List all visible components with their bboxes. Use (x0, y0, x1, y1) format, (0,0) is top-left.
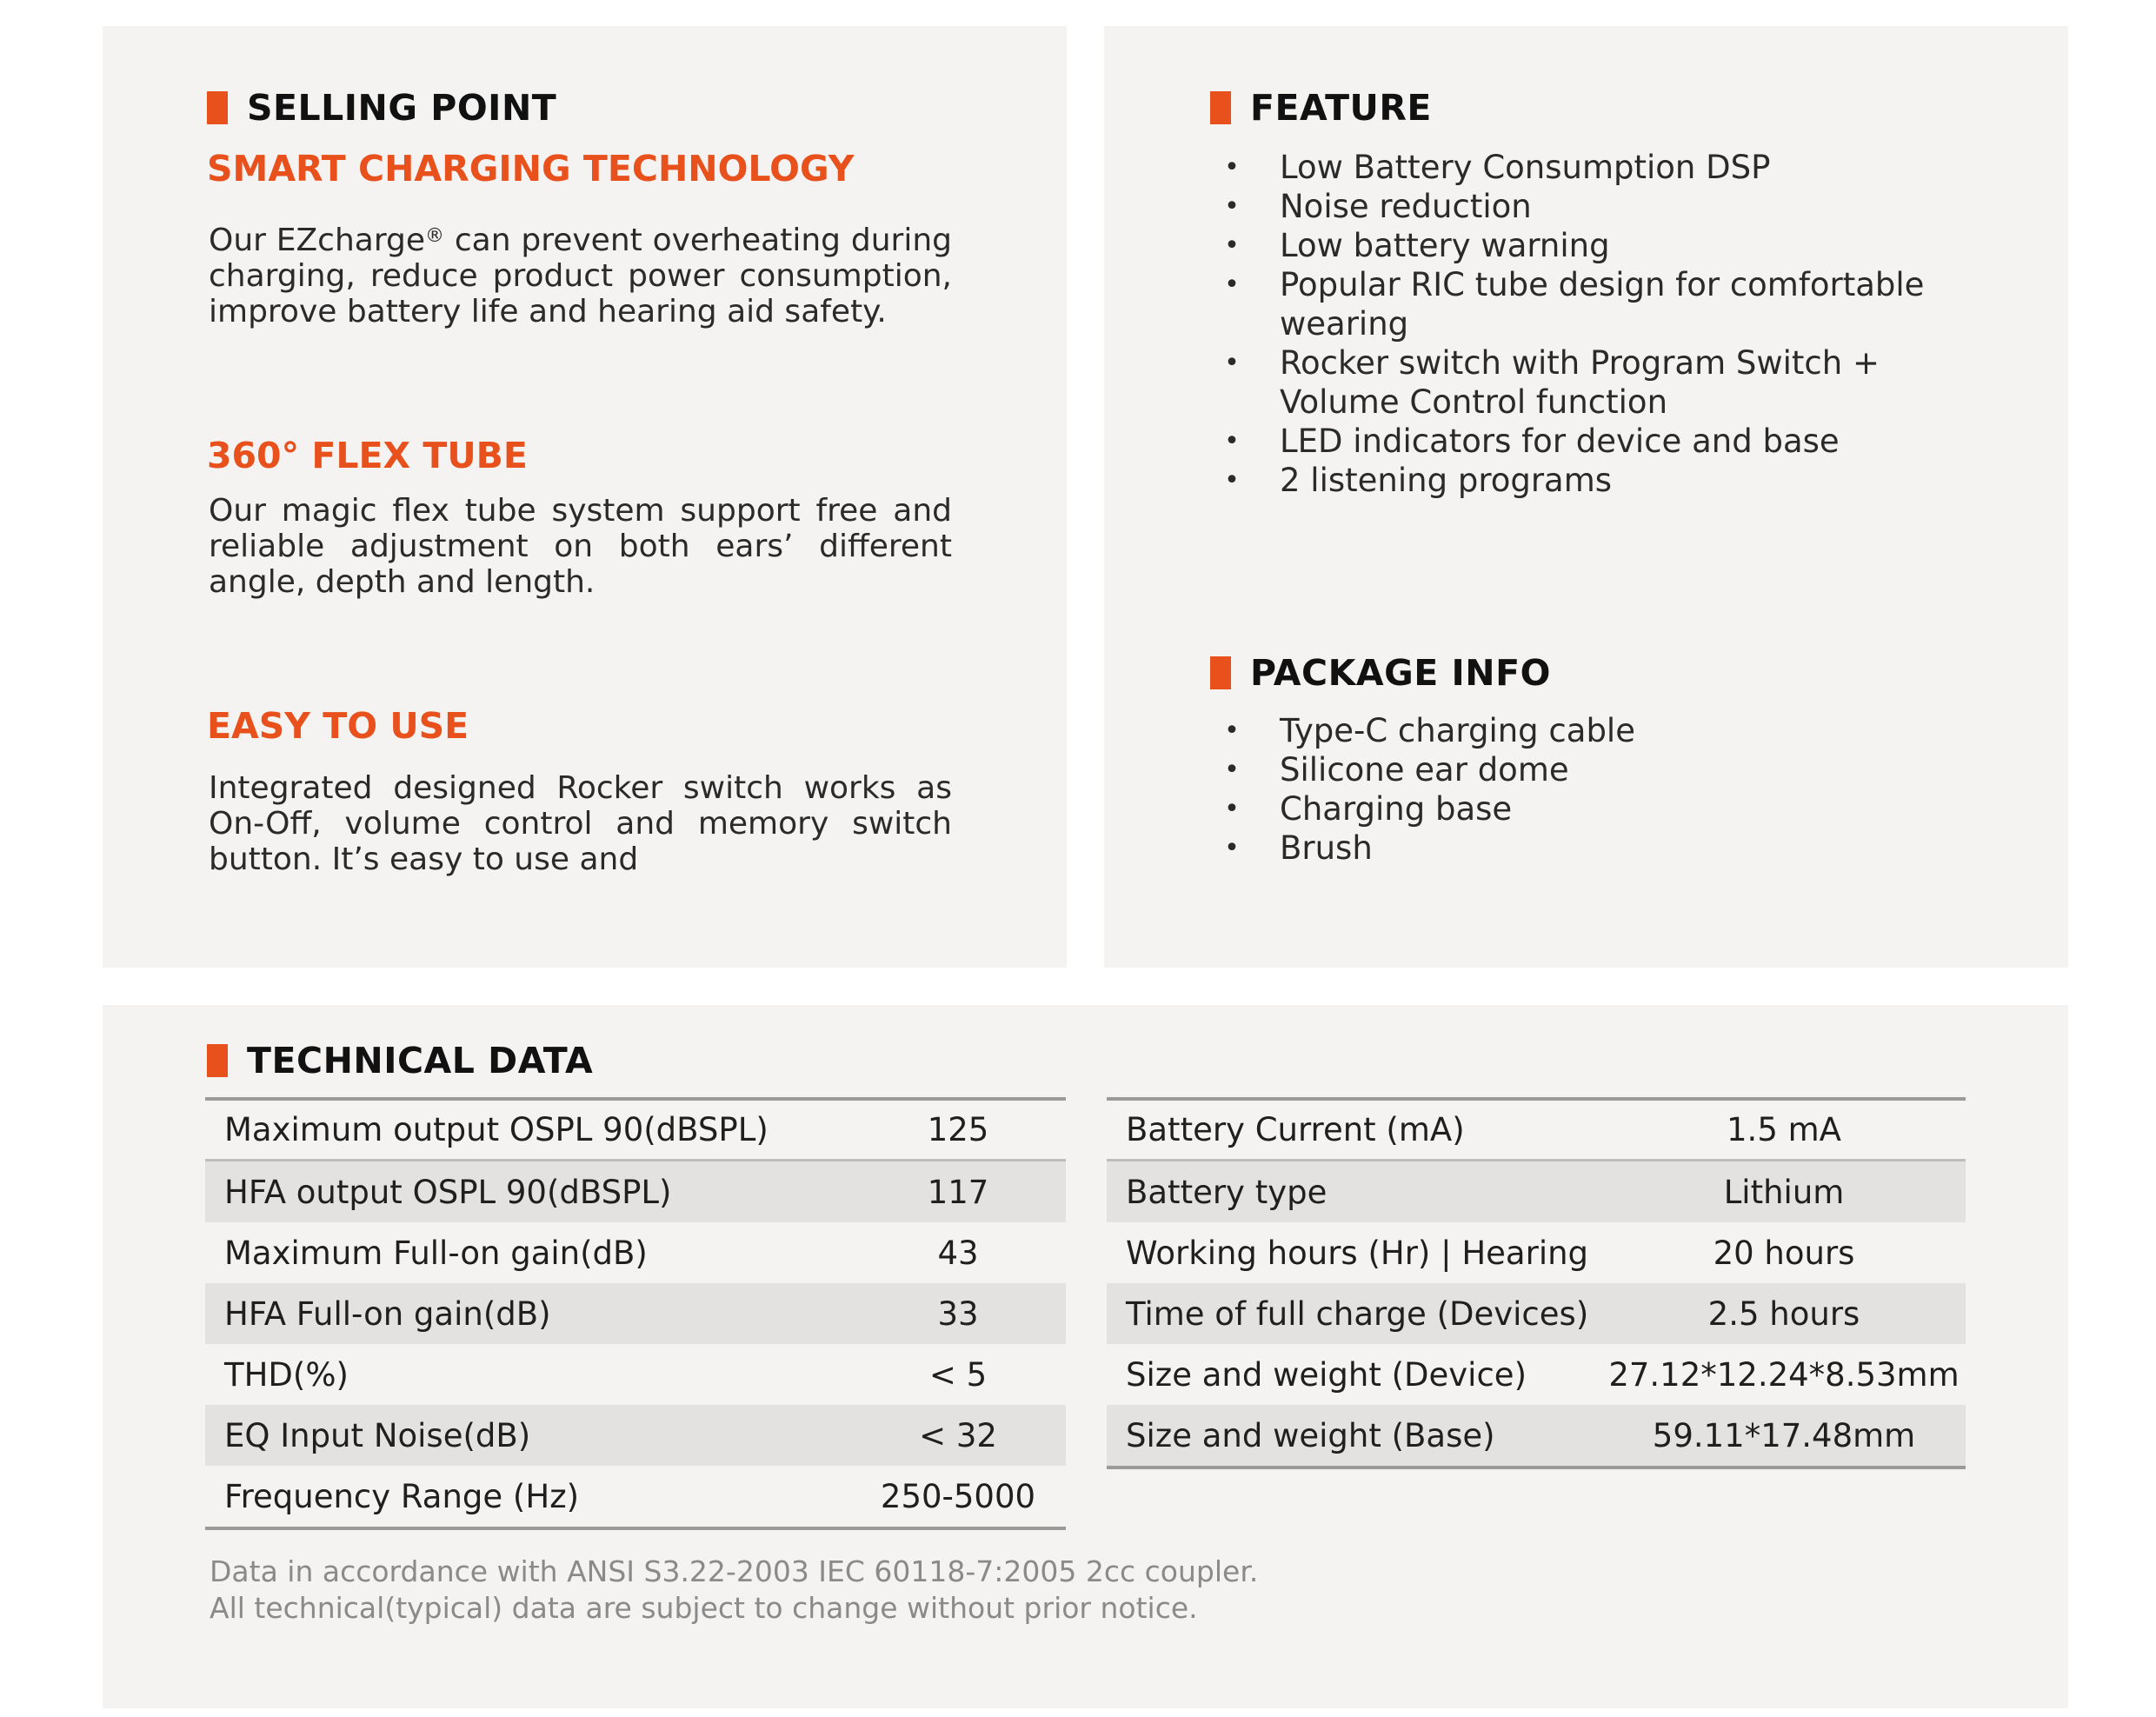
bullet-icon: • (1224, 715, 1240, 746)
bullet-icon: • (1224, 426, 1240, 456)
spec-value: 27.12*12.24*8.53mm (1608, 1355, 1960, 1394)
table-row (1107, 1222, 1966, 1283)
spec-label: HFA Full-on gain(dB) (224, 1294, 551, 1333)
bullet-icon: • (1224, 794, 1240, 824)
registered-mark: ® (425, 225, 445, 247)
technical-data-heading: TECHNICAL DATA (247, 1040, 594, 1081)
flex-tube-body: Our magic flex tube system support free and reliable adjustment on both ears’ different angle, depth and length. (209, 493, 952, 600)
list-item (1219, 422, 1984, 461)
bullet-icon: • (1224, 152, 1240, 183)
package-info-header (1210, 647, 1551, 699)
table-row (205, 1405, 1066, 1466)
spec-value: 20 hours (1713, 1234, 1855, 1272)
list-item (1219, 226, 1984, 265)
list-item (1219, 750, 1984, 789)
spec-label: Frequency Range (Hz) (224, 1477, 580, 1515)
selling-point-heading: SELLING POINT (247, 87, 557, 129)
smart-charging-body-start: Our EZcharge (209, 223, 426, 258)
data-note-line-1: Data in accordance with ANSI S3.22-2003 IEC 60118-7:2005 2cc coupler. (210, 1554, 1259, 1588)
spec-value: 33 (937, 1294, 979, 1333)
spec-label: Battery Current (mA) (1126, 1111, 1465, 1148)
table-row (1107, 1283, 1966, 1344)
data-note-line-2: All technical(typical) data are subject to change without prior notice. (210, 1591, 1198, 1625)
smart-charging-body-rest: can prevent overheating during charging, reduce product power consumption, improve battery life and hearing aid safety. (209, 223, 952, 329)
spec-label: Time of full charge (Devices) (1126, 1294, 1589, 1333)
table-row (1107, 1405, 1966, 1466)
package-info-heading: PACKAGE INFO (1250, 652, 1551, 694)
bullet-icon: • (1224, 755, 1240, 785)
bullet-icon: • (1224, 191, 1240, 222)
spec-label: Maximum output OSPL 90(dBSPL) (224, 1111, 769, 1148)
selling-point-header (207, 82, 556, 134)
spec-value: 2.5 hours (1707, 1294, 1860, 1333)
feature-item-text: Low battery warning (1280, 227, 1610, 264)
spec-value: < 32 (919, 1416, 997, 1454)
spec-label: HFA output OSPL 90(dBSPL) (224, 1173, 672, 1211)
feature-item-text: LED indicators for device and base (1280, 423, 1840, 460)
list-item (1219, 829, 1984, 868)
package-list (1219, 711, 1984, 868)
feature-item-text: Low Battery Consumption DSP (1280, 149, 1771, 186)
feature-list (1219, 148, 1984, 500)
smart-charging-title: SMART CHARGING TECHNOLOGY (207, 148, 855, 190)
spec-label: THD(%) (224, 1355, 349, 1394)
list-item (1219, 461, 1984, 500)
section-marker-icon (207, 91, 228, 124)
feature-item-text: Noise reduction (1280, 188, 1532, 225)
section-marker-icon (1210, 91, 1231, 124)
spec-value: 125 (927, 1111, 989, 1148)
section-marker-icon (207, 1044, 228, 1077)
table-row (1107, 1101, 1966, 1161)
feature-header (1210, 82, 1432, 134)
section-marker-icon (1210, 656, 1231, 689)
table-row (205, 1101, 1066, 1161)
spec-value: 59.11*17.48mm (1652, 1416, 1916, 1454)
feature-item-text: 2 listening programs (1280, 462, 1613, 499)
spec-label: Size and weight (Device) (1126, 1355, 1527, 1394)
technical-table-left (205, 1097, 1066, 1530)
spec-label: Size and weight (Base) (1126, 1416, 1495, 1454)
spec-label: Maximum Full-on gain(dB) (224, 1234, 648, 1272)
spec-label: Battery type (1126, 1173, 1328, 1211)
table-row (205, 1466, 1066, 1527)
spec-value: < 5 (928, 1355, 988, 1394)
list-item (1219, 711, 1984, 750)
technical-data-header (207, 1035, 593, 1087)
list-item (1219, 343, 1984, 422)
table-row (205, 1222, 1066, 1283)
bullet-icon: • (1224, 230, 1240, 261)
flex-tube-title: 360° FLEX TUBE (207, 435, 528, 476)
feature-item-text: Rocker switch with Program Switch + Volume Control function (1280, 344, 1880, 421)
feature-item-text: Popular RIC tube design for comfortable wearing (1280, 266, 1925, 343)
table-row (205, 1161, 1066, 1222)
table-row (1107, 1344, 1966, 1405)
package-item-text: Brush (1280, 829, 1373, 867)
spec-label: Working hours (Hr) | Hearing (1126, 1234, 1589, 1272)
spec-value: 1.5 mA (1727, 1111, 1841, 1148)
list-item (1219, 187, 1984, 226)
package-item-text: Type-C charging cable (1280, 712, 1635, 749)
bullet-icon: • (1224, 465, 1240, 496)
spec-value: Lithium (1723, 1173, 1845, 1211)
package-item-text: Silicone ear dome (1280, 751, 1569, 789)
easy-to-use-body: Integrated designed Rocker switch works as On-Off, volume control and memory switch button. It’s easy to use and (209, 770, 952, 877)
list-item (1219, 265, 1984, 343)
easy-to-use-title: EASY TO USE (207, 705, 469, 747)
smart-charging-body (209, 218, 952, 329)
bullet-icon: • (1224, 270, 1240, 300)
table-row (1107, 1161, 1966, 1222)
table-row (205, 1344, 1066, 1405)
list-item (1219, 148, 1984, 187)
list-item (1219, 789, 1984, 829)
table-row (205, 1283, 1066, 1344)
spec-value: 117 (927, 1173, 989, 1211)
spec-value: 250-5000 (880, 1477, 1036, 1515)
spec-value: 43 (937, 1234, 979, 1272)
bullet-icon: • (1224, 348, 1240, 378)
package-item-text: Charging base (1280, 790, 1513, 828)
feature-heading: FEATURE (1250, 87, 1432, 129)
spec-label: EQ Input Noise(dB) (224, 1416, 531, 1454)
technical-table-right (1107, 1097, 1966, 1469)
bullet-icon: • (1224, 833, 1240, 863)
